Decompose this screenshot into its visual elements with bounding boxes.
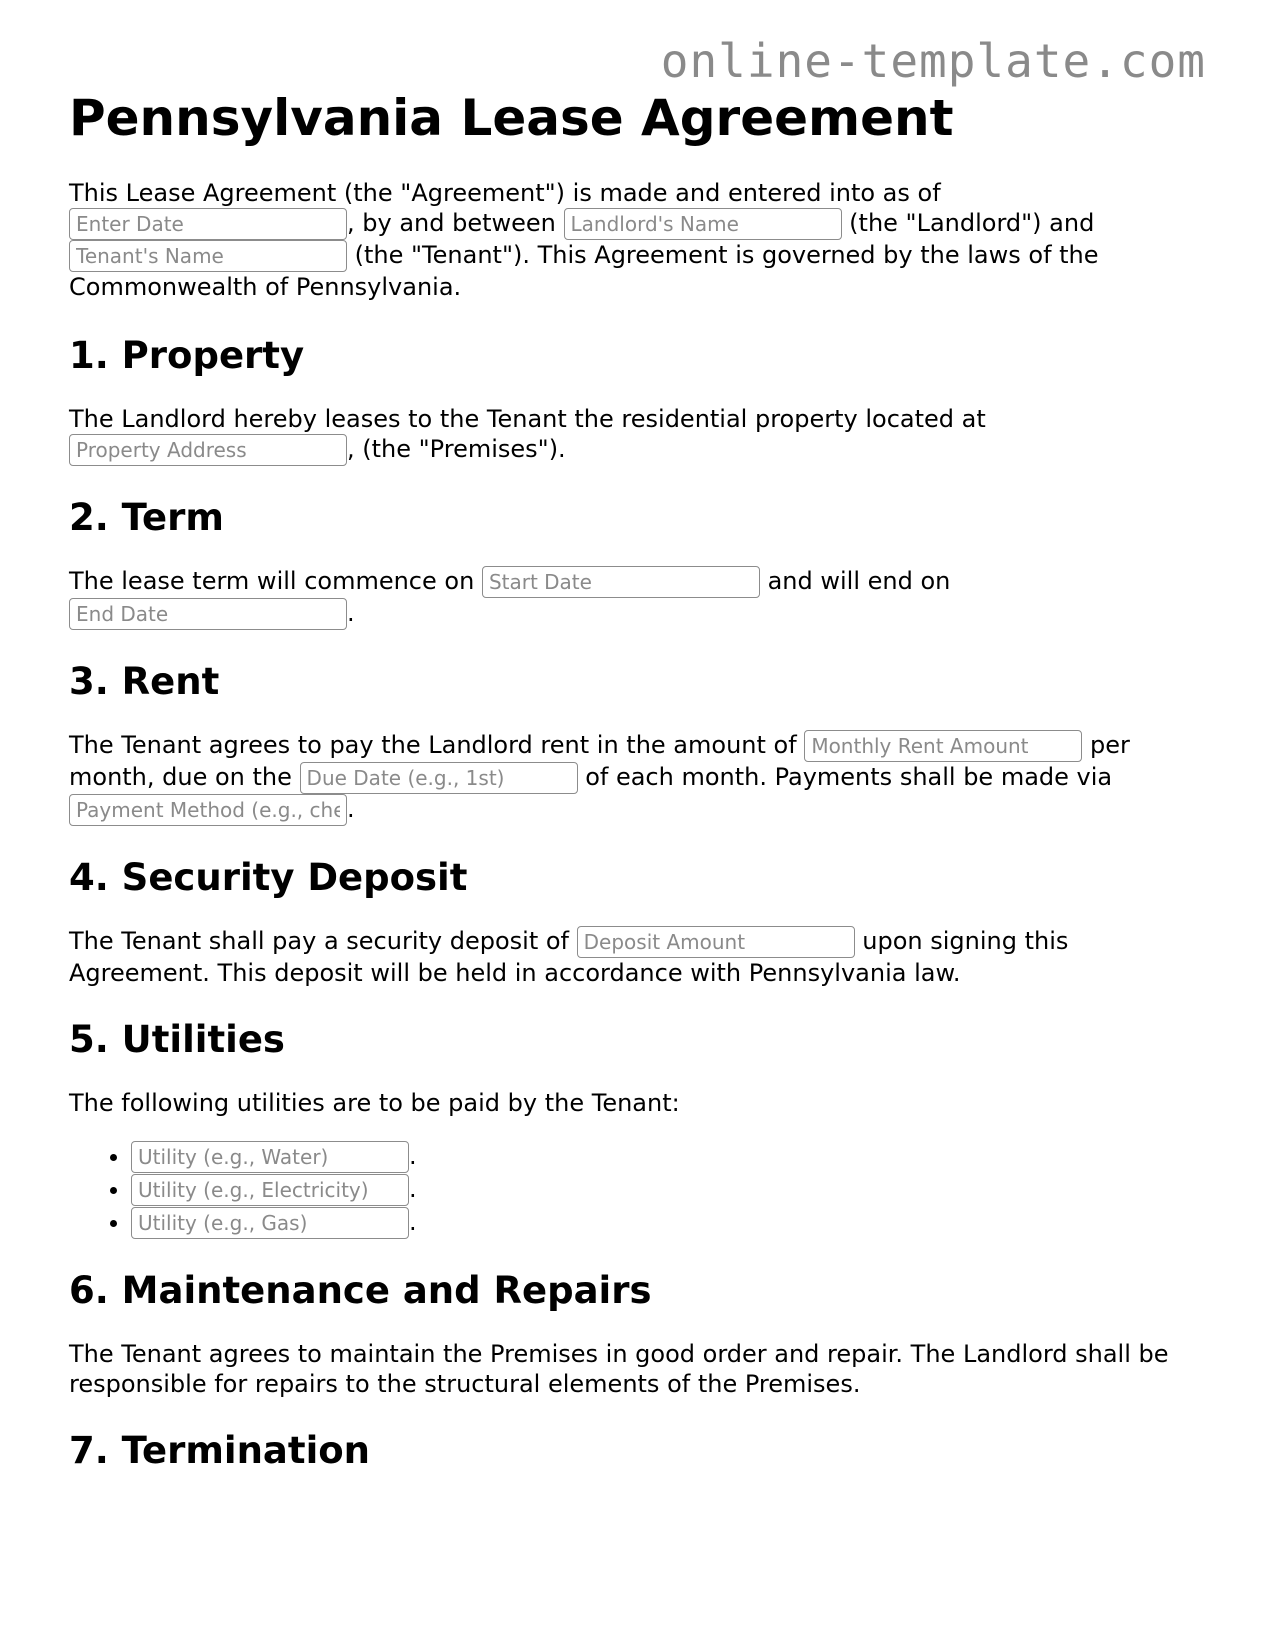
utilities-list <box>69 1140 1189 1239</box>
section-heading-rent: 3. Rent <box>69 660 220 703</box>
property-text: , (the "Premises"). <box>347 435 566 463</box>
section-heading-maintenance: 6. Maintenance and Repairs <box>69 1269 652 1312</box>
list-item-suffix: . <box>409 1208 417 1236</box>
page-title: Pennsylvania Lease Agreement <box>69 89 954 147</box>
payment-method-input[interactable] <box>69 794 347 826</box>
section-heading-utilities: 5. Utilities <box>69 1018 285 1061</box>
agreement-date-input[interactable] <box>69 208 347 240</box>
deposit-text: upon signing this Agreement. This deposit will be held in accordance with Pennsylvania law. <box>69 927 1069 987</box>
maintenance-paragraph: The Tenant agrees to maintain the Premises in good order and repair. The Landlord shall be responsible for repairs to the structural elements of the Premises. <box>69 1340 1169 1398</box>
due-date-input[interactable] <box>300 762 578 794</box>
end-date-input[interactable] <box>69 598 347 630</box>
section-heading-property: 1. Property <box>69 334 305 377</box>
term-text: and will end on <box>767 567 951 595</box>
lease-document <box>69 88 1189 1473</box>
rent-text: per month, due on the <box>69 731 1130 791</box>
deposit-text: The Tenant shall pay a security deposit of <box>69 927 569 955</box>
list-item <box>131 1140 1189 1173</box>
list-item <box>131 1173 1189 1206</box>
intro-text: (the "Landlord") and <box>849 209 1095 237</box>
rent-text: of each month. Payments shall be made via <box>585 763 1113 791</box>
monthly-rent-input[interactable] <box>804 730 1082 762</box>
landlord-name-input[interactable] <box>564 208 842 240</box>
deposit-amount-input[interactable] <box>577 926 855 958</box>
list-item-suffix: . <box>409 1175 417 1203</box>
intro-text: This Lease Agreement (the "Agreement") is made and entered into as of <box>69 179 941 207</box>
property-text: The Landlord hereby leases to the Tenant the residential property located at <box>69 405 986 433</box>
term-paragraph <box>69 566 1189 630</box>
utility-water-input[interactable] <box>131 1141 409 1173</box>
section-heading-termination: 7. Termination <box>69 1429 371 1472</box>
property-paragraph <box>69 404 1189 466</box>
rent-paragraph <box>69 730 1189 826</box>
utility-gas-input[interactable] <box>131 1207 409 1239</box>
intro-text: , by and between <box>347 209 556 237</box>
property-address-input[interactable] <box>69 434 347 466</box>
list-item-suffix: . <box>409 1142 417 1170</box>
utility-electricity-input[interactable] <box>131 1174 409 1206</box>
start-date-input[interactable] <box>482 566 760 598</box>
utilities-paragraph: The following utilities are to be paid by the Tenant: <box>69 1089 680 1117</box>
intro-text: (the "Tenant"). This Agreement is governed by the laws of the Commonwealth of Pennsylvania. <box>69 241 1099 301</box>
intro-paragraph <box>69 178 1189 302</box>
rent-text: The Tenant agrees to pay the Landlord rent in the amount of <box>69 731 797 759</box>
section-heading-deposit: 4. Security Deposit <box>69 856 468 899</box>
tenant-name-input[interactable] <box>69 240 347 272</box>
section-heading-term: 2. Term <box>69 496 224 539</box>
site-watermark: online-template.com <box>660 34 1206 88</box>
rent-text: . <box>347 795 355 823</box>
list-item <box>131 1206 1189 1239</box>
term-text: . <box>347 599 355 627</box>
term-text: The lease term will commence on <box>69 567 475 595</box>
deposit-paragraph <box>69 926 1189 988</box>
